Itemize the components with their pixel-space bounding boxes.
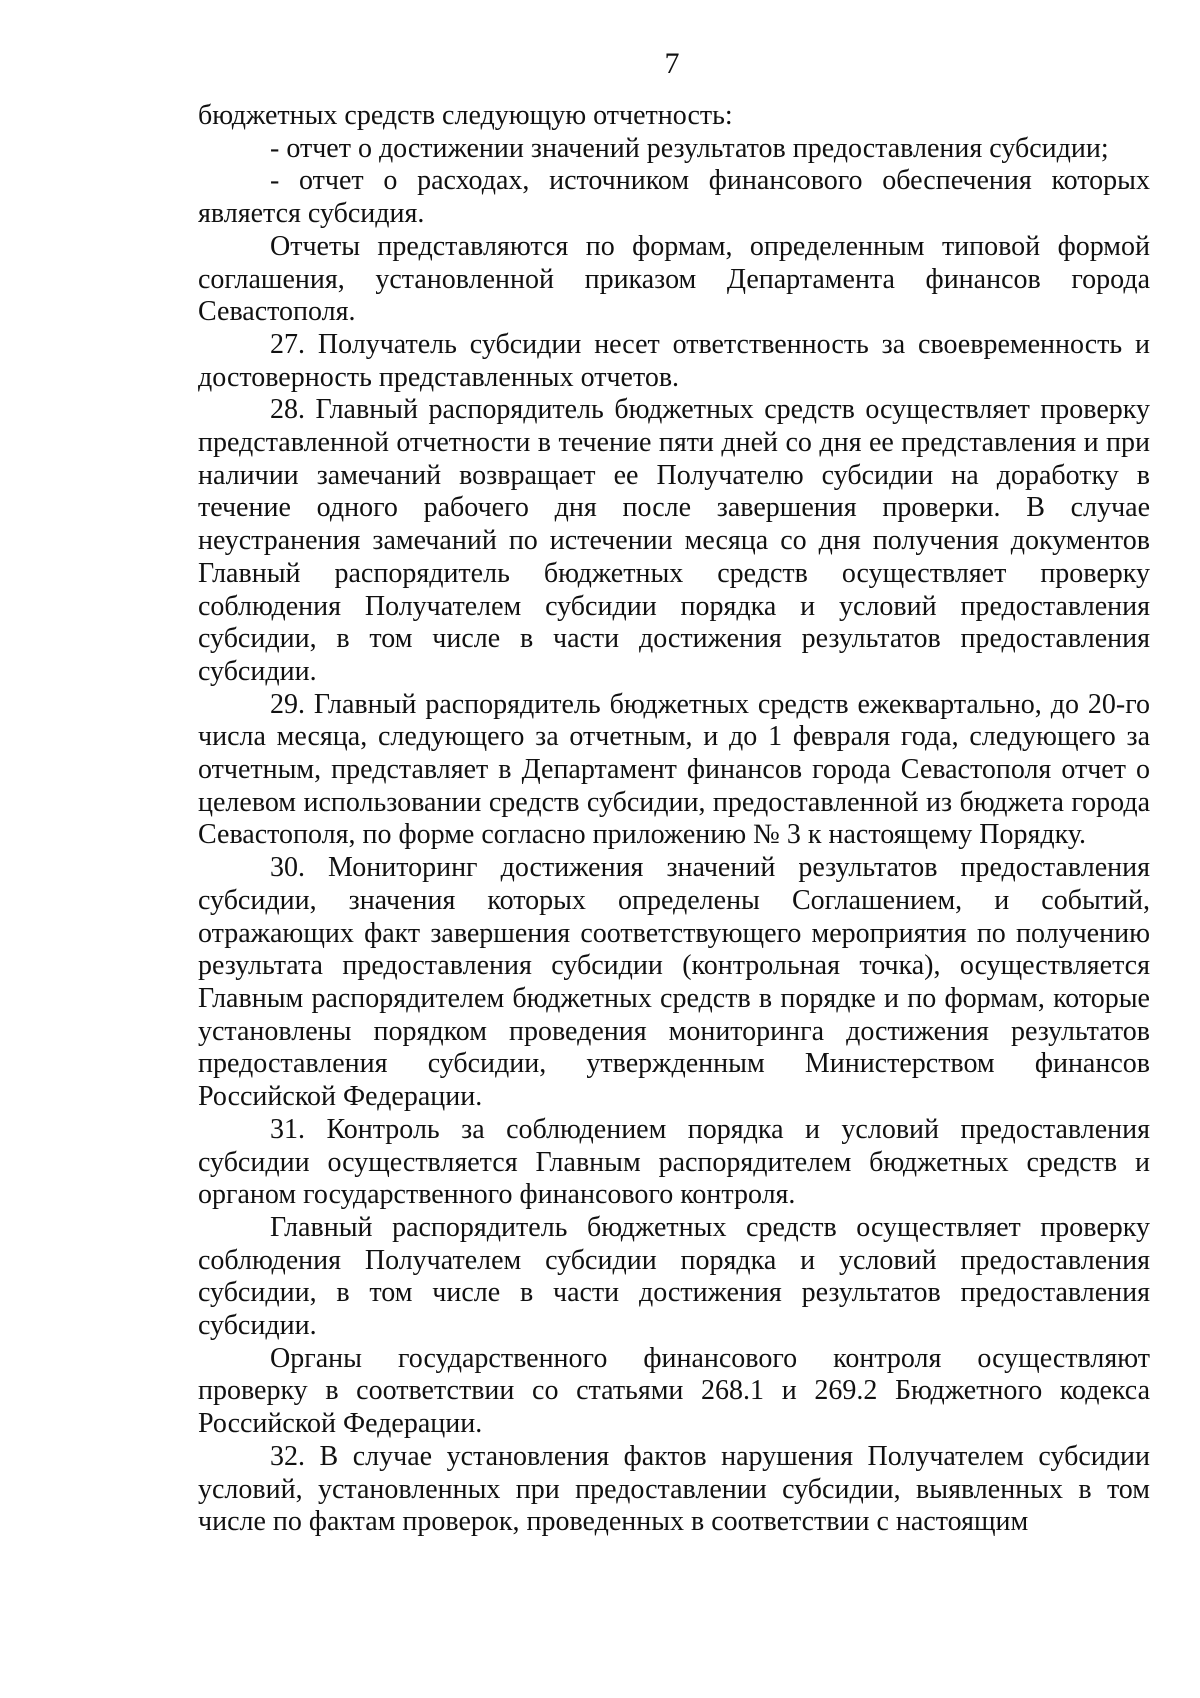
paragraph-27: 27. Получатель субсидии несет ответственность за своевременность и достоверность представленных отчетов. xyxy=(198,328,1150,393)
paragraph-31-state-control: Органы государственного финансового контроля осуществляют проверку в соответствии со статьями 268.1 и 269.2 Бюджетного кодекса Российской Федерации. xyxy=(198,1342,1150,1440)
page-number: 7 xyxy=(664,47,680,80)
paragraph-31-verification: Главный распорядитель бюджетных средств осуществляет проверку соблюдения Получателем субсидии порядка и условий предоставления субсидии, в том числе в части достижения результатов предоставления субсидии. xyxy=(198,1211,1150,1342)
paragraph-29: 29. Главный распорядитель бюджетных средств ежеквартально, до 20-го числа месяца, следующего за отчетным, и до 1 февраля года, следующего за отчетным, представляет в Департамент финансов города Севастополя отчет о целевом использовании средств субсидии, предоставленной из бюджета города Севастополя, по форме согласно приложению № 3 к настоящему Порядку. xyxy=(198,688,1150,851)
paragraph-report-results: - отчет о достижении значений результатов предоставления субсидии; xyxy=(270,132,1109,164)
paragraph-report-forms: Отчеты представляются по формам, определенным типовой формой соглашения, установленной приказом Департамента финансов города Севастополя. xyxy=(198,230,1150,328)
paragraph-32: 32. В случае установления фактов нарушения Получателем субсидии условий, установленных при предоставлении субсидии, выявленных в том числе по фактам проверок, проведенных в соответствии с настоящим xyxy=(198,1440,1150,1538)
paragraph-report-expenses: - отчет о расходах, источником финансового обеспечения которых является субсидия. xyxy=(198,165,1150,230)
paragraph-continuation: бюджетных средств следующую отчетность: xyxy=(198,100,733,131)
document-body xyxy=(198,100,1150,1539)
paragraph-28: 28. Главный распорядитель бюджетных средств осуществляет проверку представленной отчетности в течение пяти дней со дня ее представления и при наличии замечаний возвращает ее Получателю субсидии на доработку в течение одного рабочего дня после завершения проверки. В случае неустранения замечаний по истечении месяца со дня получения документов Главный распорядитель бюджетных средств осуществляет проверку соблюдения Получателем субсидии порядка и условий предоставления субсидии, в том числе в части достижения результатов предоставления субсидии. xyxy=(198,394,1150,687)
paragraph-30: 30. Мониторинг достижения значений результатов предоставления субсидии, значения которых определены Соглашением, и событий, отражающих факт завершения соответствующего мероприятия по получению результата предоставления субсидии (контрольная точка), осуществляется Главным распорядителем бюджетных средств в порядке и по формам, которые установлены порядком проведения мониторинга достижения результатов предоставления субсидии, утвержденным Министерством финансов Российской Федерации. xyxy=(198,852,1150,1113)
paragraph-31: 31. Контроль за соблюдением порядка и условий предоставления субсидии осуществляется Главным распорядителем бюджетных средств и органом государственного финансового контроля. xyxy=(198,1113,1150,1211)
